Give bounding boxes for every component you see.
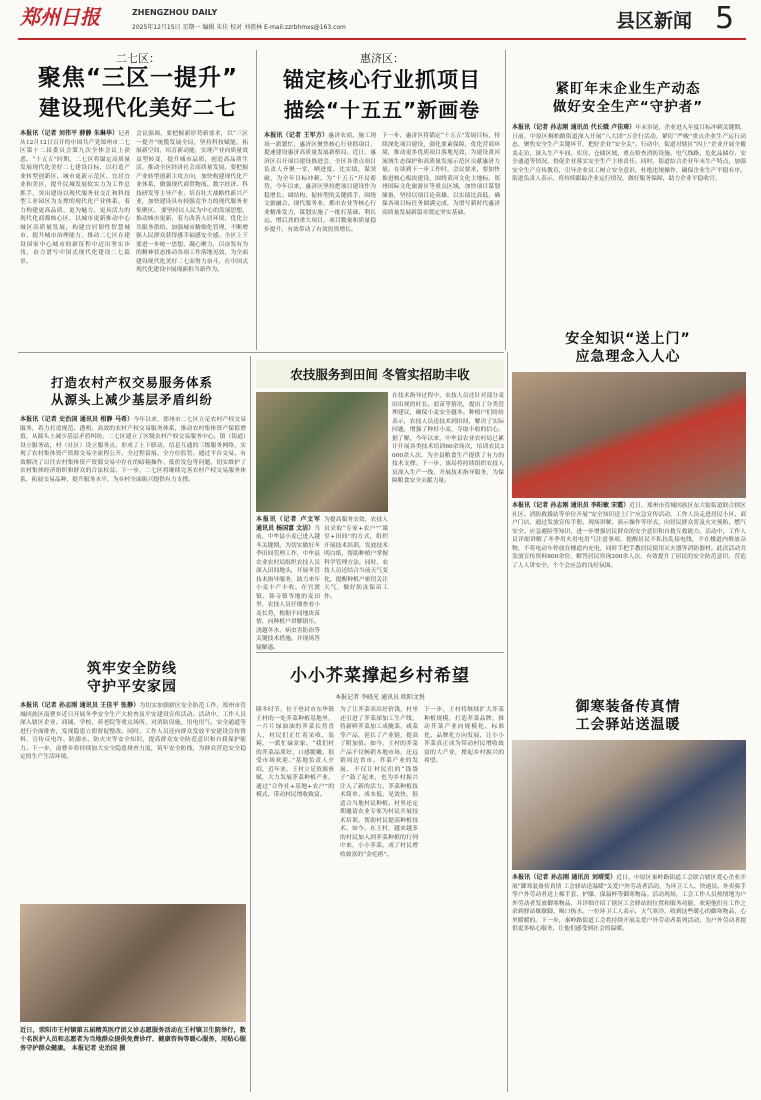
- art8-body-col1: [256, 706, 334, 1092]
- column-divider: [507, 352, 508, 1092]
- column-divider: [505, 50, 506, 350]
- art4-body: [512, 502, 746, 694]
- art3-byline: 本报讯（记者 孙志刚 通讯员 代长娥 卢佳琦）: [512, 124, 636, 131]
- masthead-rule: [18, 38, 746, 40]
- art9-body-text: 近日，中原区秦岭路街道工会联合辖区爱心企业开展“御寒装备传真情 工会驿站送温暖”关爱户外劳动者活动，为环卫工人、快递员、外卖骑手等户外劳动者送上棉手套、护膝、保温杯等御寒物品。活动现场，工会工作人员热情地为户外劳动者发放御寒物品，并详细介绍了辖区工会驿站的位置和服务功能，欢迎他们在工作之余到驿站歇歇脚、喝口热水。一位环卫工人表示，天气寒冷，收到这些暖心的御寒物品，心里暖暖的。下一步，秦岭路街道工会将持续开展关爱户外劳动者系列活动，为户外劳动者提供更多贴心服务，让他们感受到社会的温暖。: [512, 875, 746, 932]
- art4-body-text: 近日，郑州市管城回族区东大街街道联合辖区社区、消防救援站等单位开展“安全知识送上门”应急宣传活动，工作人员走进居民小区、商户门店，通过发放宣传手册、现场讲解、演示操作等形式，向居民群众普及火灾预防、燃气安全、应急避险等知识，进一步增强居民群众的安全意识和自救互救能力。活动中，工作人员详细讲解了冬季用火用电用气注意事项，提醒居民不私拉乱接电线，不在楼道内堆放杂物，不将电动车停放在楼道内充电，同时手把手教居民使用灭火器等消防器材。此次活动共发放宣传资料800余份，解答居民咨询200余人次，有效提升了居民的安全防范意识，营造了人人讲安全、个个会应急的良好氛围。: [512, 503, 746, 569]
- art1-body-col1: [20, 130, 130, 348]
- art2-body-3: 下一步，惠济区将锚定“十五五”发展目标，持续深化项目建设，强化要素保障，优化营商环境，推动更多优质项目落地见效，为建设黄河流域生态保护和高质量发展示范区贡献惠济力量。: [382, 133, 500, 173]
- art3-title-line2: 做好安全生产“守护者”: [552, 99, 704, 115]
- art8-body-2: 为了让芥菜卖出好价钱，村里还引进了芥菜深加工生产线，将新鲜芥菜加工成腌菜、咸菜等产品，延长了产业链，提高了附加值。如今，王村的芥菜产品不仅畅销本地市场，还远销周边省市。芥菜产业的发展，不仅让村民们的“钱袋子”鼓了起来，也为乡村振兴注入了新的活力。: [340, 707, 418, 790]
- art3-body: [512, 124, 746, 328]
- art8-body-col2: [340, 706, 418, 1092]
- art2-body-col1: [264, 132, 376, 350]
- art4-photo: [512, 372, 746, 498]
- art9-body: [512, 874, 746, 1088]
- dateline: 2025年12月15日 星期一 编辑 朱佳 校对 刘祖林 E-mail:zzrbhmxs@163.com: [132, 24, 346, 31]
- art7-body-col3: [392, 392, 504, 646]
- art4-title-line1: 安全知识“送上门”: [565, 331, 691, 347]
- art7-body-1: 当前，中牟县小麦已进入越冬关键期。为切实做好冬季田间管理工作，中牟县农业农村局组织农技人员深入田间地头，开展冬管技术指导服务，助力来年小麦丰产丰收。在官渡镇、韩寺镇等地的麦田里，农技人员仔细查看小麦长势，根据不同地块苗情，向种植户讲解镇压、浇越冬水、病虫害防治等关键技术措施，并现场答疑解惑。: [256, 525, 320, 651]
- newspaper-english-name: ZHENGZHOU DAILY: [132, 8, 218, 17]
- art8-body-col3: [424, 706, 504, 1092]
- art2-body-2: 今年以来，惠济区坚持把项目建设作为稳增长、调结构、促转型的关键抓手，围绕文旅融合、现代服务业、都市农业等核心行业精准发力，谋划实施了一批打基础、利长远、增后劲的重大项目，项目数量和质量稳步提升，有效带动了有效投资增长。: [264, 184, 376, 233]
- art8-body-1: 隆冬时节，位于登封市东华镇王村的一处芥菜种植基地里，一片片绿油油的芥菜长势喜人，村民们正忙着采收、装箱，一派忙碌景象。“我们村的芥菜品质好，口感脆嫩，很受市场欢迎。”基地负责人介绍，近年来，王村立足资源禀赋，大力发展芥菜种植产业，通过“合作社+基地+农户”的模式，带动村民增收致富。: [256, 707, 334, 798]
- art2-body-1: 惠济农商、施工现场一派繁忙，惠济区聚焦核心行业抓项目，提速建设惠济高质量发展新格局。近日，惠济区召开项目建设推进会，全区各重点项目负责人齐聚一堂，晒进度、比实绩、谋突破，为全年目标冲刺、为“十五五”开局蓄势。: [264, 133, 376, 190]
- art9-photo: [512, 740, 746, 870]
- art1-body-col2: [136, 130, 248, 348]
- horizontal-rule: [256, 652, 504, 653]
- art6-byline: 本报讯（记者 孙志刚 通讯员 王佳平 张静）: [20, 702, 140, 709]
- art5-body: [20, 416, 246, 644]
- art7-body-col2: [324, 516, 388, 646]
- art9-byline: 本报讯（记者 孙志刚 通讯员 刘靖雯）: [512, 874, 617, 881]
- art1-kicker: 二七区：: [116, 52, 160, 65]
- art2-title-line2: 描绘“十五五”新画卷: [283, 98, 481, 122]
- art2-body-4: 在谈到下一步工作时，会议要求，要加快推进核心板块建设，围绕黄河文化主地标、郑州国际文化旅游区等重点区域，加快项目谋划储备，坚持以项目论英雄，以实绩比高低，确保各项目标任务圆满完成，为谱写新时代惠济高质量发展新篇章奠定坚实基础。: [382, 167, 500, 216]
- art1-byline: 本报讯（记者 刘伟平 薛静 朱琳华）: [20, 130, 119, 137]
- art7-title-banner: [256, 360, 504, 388]
- art5-body-text: 今年以来，郑州市二七区立足农村产权交易服务，着力打造规范、透明、高效的农村产权交易服务体系，推动农村集体资产保值增值，从源头上减少基层矛盾纠纷。二七区建立了区级农村产权交易服务中心，镇（街道）设立服务站，村（社区）设立服务点，形成了上下联动、信息互通的三级服务网络，实现了农村集体资产资源交易全流程公开、全过程留痕、全方位监管。通过平台交易，有效解决了以往农村集体资产资源交易中存在的暗箱操作、低价发包等问题，切实维护了农村集体经济组织和群众的合法权益。下一步，二七区将继续完善农村产权交易服务体系，拓展交易品种，提升服务水平，为乡村全面振兴提供有力支撑。: [20, 417, 246, 483]
- art8-byline: 本报记者 李晓光 通讯员 欧阳文悦: [335, 694, 425, 701]
- art8-body-4: 下一步，王村将继续扩大芥菜种植规模，打造芥菜品牌，推动芥菜产业向规模化、标准化、品牌化方向发展，让小小芥菜真正成为带动村民增收致富的大产业，撑起乡村振兴的希望。: [424, 707, 504, 764]
- art4-byline: 本报讯（记者 孙志刚 通讯员 李阳敏 宋霞）: [512, 502, 630, 509]
- art7-body-col1: [256, 516, 320, 651]
- art7-title: 农技服务到田间 冬管实招助丰收: [290, 367, 470, 382]
- art1-body-1: 记者从12月12日召开的中国共产党郑州市二七区第十二届委员会第九次全体会议上获悉，“十五五”时期，二七区将锚定高质量发展现代化美好二七建设目标，以打造产业转型创新区、城市更新示范区、宜居宜业和美区，提升民城发展软实力为工作总抓手，突出建设以现代服务业交汇和科技型工业园区为支撑的现代化产业体系，着力构建更高品质、更为魅力、更具活力的现代化商都核心区，以城市更新推动中心城区高质量发展，构建宜居韧性智慧城市，提升城市治理能力，推动二七区在建设国家中心城市的新征程中迈出坚实步伐，奋力谱写中国式现代化建设二七篇章。: [20, 131, 130, 265]
- art1-title-line2: 建设现代化美好二七: [39, 96, 237, 120]
- column-divider: [250, 356, 251, 1092]
- art3-title-line1: 紧盯年末企业生产动态: [555, 81, 701, 97]
- art9-title-line2: 工会驿站送温暖: [575, 717, 681, 733]
- art6-body: [20, 702, 246, 900]
- art5-title-line2: 从源头上减少基层矛盾纠纷: [50, 392, 213, 407]
- art7-body-3: 在技术指导过程中，农技人员还针对部分麦田出现的旺长、弱苗等情况，提出了分类管理建议，确保小麦安全越冬。种植户们纷纷表示，农技人员送技术到田间，解决了实际问题，增强了种好小麦、夺取丰收的信心。据了解，今年以来，中牟县农业农村局已累计开展各类技术培训60余场次，培训农民3000余人次，为全县粮食生产提供了有力的技术支撑。下一步，该局将持续组织农技人员深入生产一线，开展技术指导服务，为保障粮食安全贡献力量。: [392, 393, 504, 484]
- art8-body-3: 芥菜种植技术简单、成本低、见效快，很适合当地村民种植。村里还定期邀请农业专家为村民开展技术培训，帮助村民提高种植技术。如今，在王村，越来越多的村民加入到芥菜种植的行列中来，小小芥菜，成了村民增收致富的“金疙瘩”。: [340, 783, 418, 858]
- art2-kicker: 惠济区：: [360, 52, 404, 65]
- photo-caption: 近日，荥阳市王村镇第五届精英医疗团义诊志愿服务活动在王村镇卫生院举行，数十名医护人员和志愿者为当地群众提供免费诊疗、健康咨询等暖心服务，用贴心服务守护群众健康。 本报记者 史治国 摄: [20, 1027, 246, 1052]
- art5-byline: 本报讯（记者 史治国 通讯员 相静 马希）: [20, 416, 134, 423]
- art3-body-text: 年末岁尾，企业进入年度目标冲刺关键期。日前，中原区桐柏路街道深入开展“八大团”万企行活动，紧盯“严峻”重点企业生产运行动态，聚焦安全生产关键环节，把好企业“安全关”。行动中，街道对辖区“四上”企业开展全覆盖走访，深入生产车间、库房、仓储区域，重点检查消防设施、电气线路、危化品储存、安全通道等情况，督促企业落实安全生产主体责任。同时，街道结合企业年末生产特点，加强安全生产宣传教育，引导企业员工树立安全意识，杜绝违规操作，确保企业生产平稳有序。街道负责人表示，将持续跟踪企业运行情况，做好服务保障，助力企业平稳收官。: [512, 125, 746, 182]
- newspaper-logo: 郑州日报: [20, 5, 100, 29]
- art1-body-2: 会议强调，要把握新形势新要求，以“三区一提升”统揽发展全局，坚持科技赋能，拓展新空间，培育新动能，实现产业向质量效益型转变，提升城市品质，创造高品质生活，推动全区经济社会高质量发展。要把握产业转型创新主攻方向，加快构建现代化产业体系，做强现代商贸物流、数字经济、科技研发等主导产业，培育壮大战略性新兴产业，加快建设具有较强竞争力的现代服务业集聚区。: [136, 131, 248, 214]
- art4-title-line2: 应急理念入人心: [575, 349, 681, 365]
- art6-title-line2: 守护平安家园: [87, 679, 177, 695]
- art2-body-col2: [382, 132, 500, 350]
- art9-title-line1: 御寒装备传真情: [575, 699, 681, 715]
- column-divider: [256, 50, 257, 350]
- art1-body-3: 要坚持以人民为中心的发展思想，推动城市更新，着力改善人居环境，优化公共服务供给，加强城市精细化管理，不断增强人民群众获得感幸福感安全感。全区上下要进一步统一思想、凝心聚力，以奋发有为的精神状态推动各项工作落地见效，为全面建设现代化美好二七而努力奋斗，在中国式现代化建设中展现新担当新作为。: [136, 207, 249, 273]
- art8-title: 小小芥菜撑起乡村希望: [290, 666, 470, 686]
- art6-body-text: 为切实加强辖区安全防范工作，郑州市管城回族区南曹乡近日开展冬季安全生产大检查及平安建设宣传活动。活动中，工作人员深入辖区企业、商铺、学校、养老院等重点场所，对消防设施、用电用气、安全通道等进行全面排查，发现隐患立即督促整改。同时，工作人员还向群众发放平安建设宣传资料，宣传反电诈、防溺水、防火灾等安全知识，提高群众安全防范意识和自我保护能力。下一步，南曹乡将持续加大安全隐患排查力度，筑牢安全防线，为群众营造安全稳定的生产生活环境。: [20, 703, 246, 760]
- horizontal-rule: [18, 352, 504, 353]
- page-number: 5: [715, 1, 735, 36]
- art7-byline: 本报讯（记者 卢文军 通讯员 杨国富 文洁）: [256, 516, 320, 532]
- art2-title-line1: 锚定核心行业抓项目: [283, 68, 481, 92]
- art1-title-line1: 聚焦“三区一提升”: [37, 65, 239, 91]
- photo-news-image: [20, 904, 246, 1022]
- art5-title-line1: 打造农村产权交易服务体系: [50, 375, 213, 390]
- section-name: 县区新闻: [616, 10, 693, 32]
- art7-body-2: 为提高服务实效，农技人员采取“专家+农户”“课堂+田间”的方式，组织开展技术培训，发放技术明白纸，帮助种植户掌握科学管理方法。同时，农技人员还结合当前天气变化，提醒种植户密切关注天气，做好防冻保苗工作。: [324, 517, 388, 600]
- art6-title-line1: 筑牢安全防线: [87, 661, 177, 677]
- art7-photo: [256, 392, 388, 512]
- art2-byline: 本报讯（记者 王军方）: [264, 132, 329, 139]
